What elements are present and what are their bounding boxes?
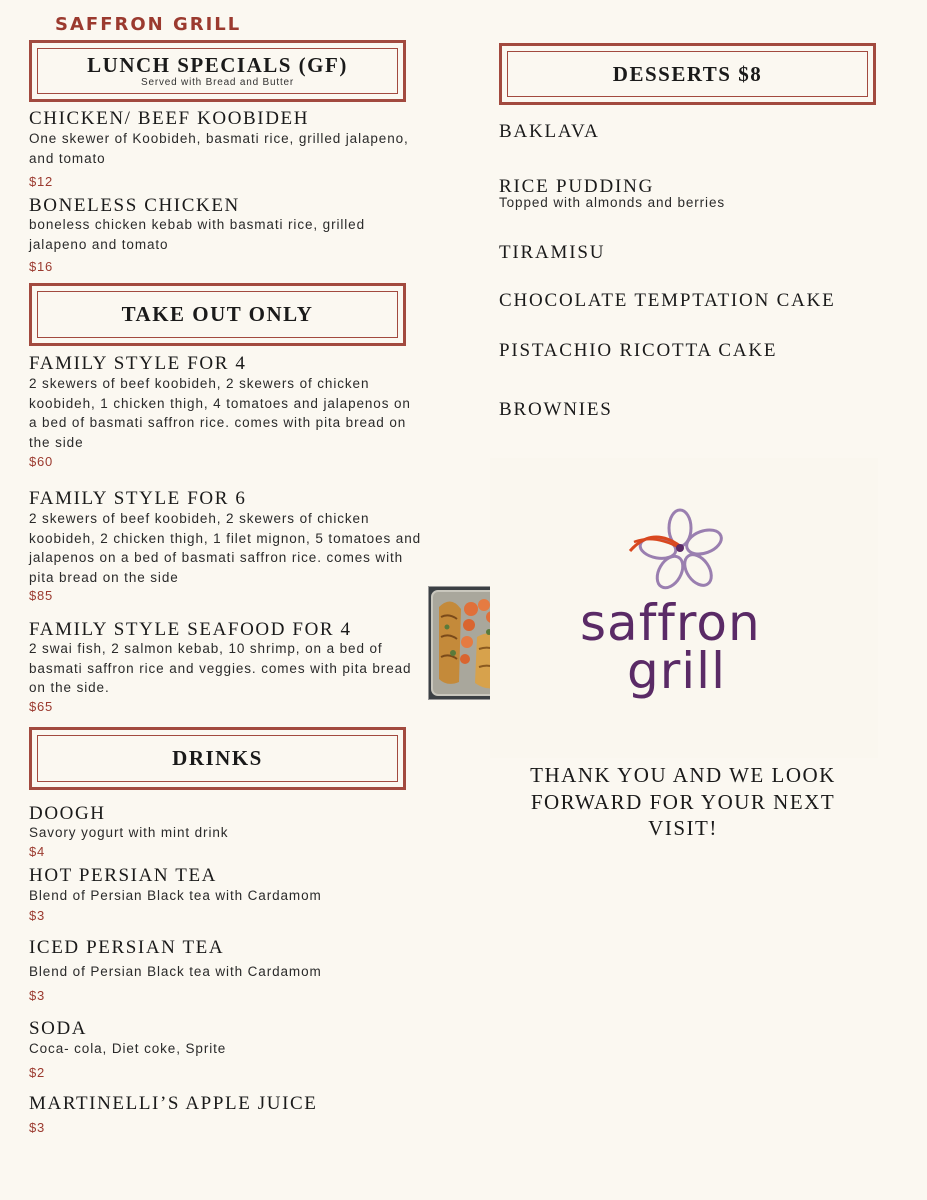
dessert-item-name: RICE PUDDING: [499, 176, 655, 197]
saffron-flower-icon: [622, 506, 732, 596]
menu-item-price: $2: [29, 1065, 46, 1080]
lunch-specials-subtitle: Served with Bread and Butter: [140, 77, 295, 89]
menu-item-description: Blend of Persian Black tea with Cardamom: [29, 964, 322, 979]
lunch-specials-header: [29, 40, 406, 102]
menu-item-description: One skewer of Koobideh, basmati rice, grilled jalapeno, and tomato: [29, 131, 409, 166]
menu-item-price: $16: [29, 259, 54, 274]
dessert-item-name: TIRAMISU: [499, 242, 606, 263]
logo-word-grill: grill: [627, 642, 726, 700]
lunch-specials-title: LUNCH SPECIALS (GF): [87, 52, 348, 77]
menu-item-name: FAMILY STYLE FOR 6: [29, 488, 247, 509]
menu-item-name: DOOGH: [29, 803, 106, 824]
dessert-item-name: BAKLAVA: [499, 121, 600, 142]
logo: [490, 458, 878, 758]
drinks-title: DRINKS: [172, 746, 263, 771]
menu-item-price: $3: [29, 1120, 46, 1135]
restaurant-name: SAFFRON GRILL: [55, 14, 242, 35]
menu-item-description: boneless chicken kebab with basmati rice, grilled jalapeno and tomato: [29, 217, 365, 252]
menu-item-price: $3: [29, 908, 46, 923]
take-out-title: TAKE OUT ONLY: [121, 302, 314, 327]
take-out-header: [29, 283, 406, 346]
dessert-item-description: Topped with almonds and berries: [499, 195, 726, 210]
menu-item-price: $85: [29, 588, 54, 603]
menu-item-name: SODA: [29, 1018, 88, 1039]
desserts-header: [499, 43, 876, 105]
menu-item-name: CHICKEN/ BEEF KOOBIDEH: [29, 108, 310, 129]
dessert-item-name: PISTACHIO RICOTTA CAKE: [499, 340, 778, 361]
drinks-header: [29, 727, 406, 790]
menu-item-name: BONELESS CHICKEN: [29, 195, 240, 216]
menu-item-name: ICED PERSIAN TEA: [29, 937, 225, 958]
menu-item-price: $4: [29, 844, 46, 859]
logo-word-saffron: saffron: [580, 594, 761, 652]
menu-item-name: FAMILY STYLE FOR 4: [29, 353, 247, 374]
desserts-title: DESSERTS $8: [612, 61, 763, 86]
menu-item-price: $60: [29, 454, 54, 469]
menu-item-description: 2 swai fish, 2 salmon kebab, 10 shrimp, on a bed of basmati saffron rice and veggies. comes with pita bread on the side.: [29, 641, 412, 695]
thank-you-message: THANK YOU AND WE LOOK FORWARD FOR YOUR NEXT VISIT!: [530, 763, 836, 840]
menu-item-description: 2 skewers of beef koobideh, 2 skewers of chicken koobideh, 1 chicken thigh, 4 tomatoes and jalapenos on a bed of basmati saffron rice. comes with pita bread on the side: [29, 376, 411, 450]
menu-item-price: $3: [29, 988, 46, 1003]
dessert-item-name: BROWNIES: [499, 399, 613, 420]
menu-item-price: $65: [29, 699, 54, 714]
menu-item-name: FAMILY STYLE SEAFOOD FOR 4: [29, 619, 352, 640]
dessert-item-name: CHOCOLATE TEMPTATION CAKE: [499, 290, 836, 311]
menu-item-description: Blend of Persian Black tea with Cardamom: [29, 888, 322, 903]
menu-item-name: MARTINELLI’S APPLE JUICE: [29, 1093, 318, 1114]
menu-item-description: Savory yogurt with mint drink: [29, 825, 229, 840]
menu-item-name: HOT PERSIAN TEA: [29, 865, 217, 886]
menu-item-price: $12: [29, 174, 54, 189]
menu-item-description: 2 skewers of beef koobideh, 2 skewers of chicken koobideh, 2 chicken thigh, 1 filet mignon, 5 tomatoes and jalapenos on a bed of basmati saffron rice. comes with pita bread on the side: [29, 511, 422, 585]
menu-item-description: Coca- cola, Diet coke, Sprite: [29, 1041, 227, 1056]
